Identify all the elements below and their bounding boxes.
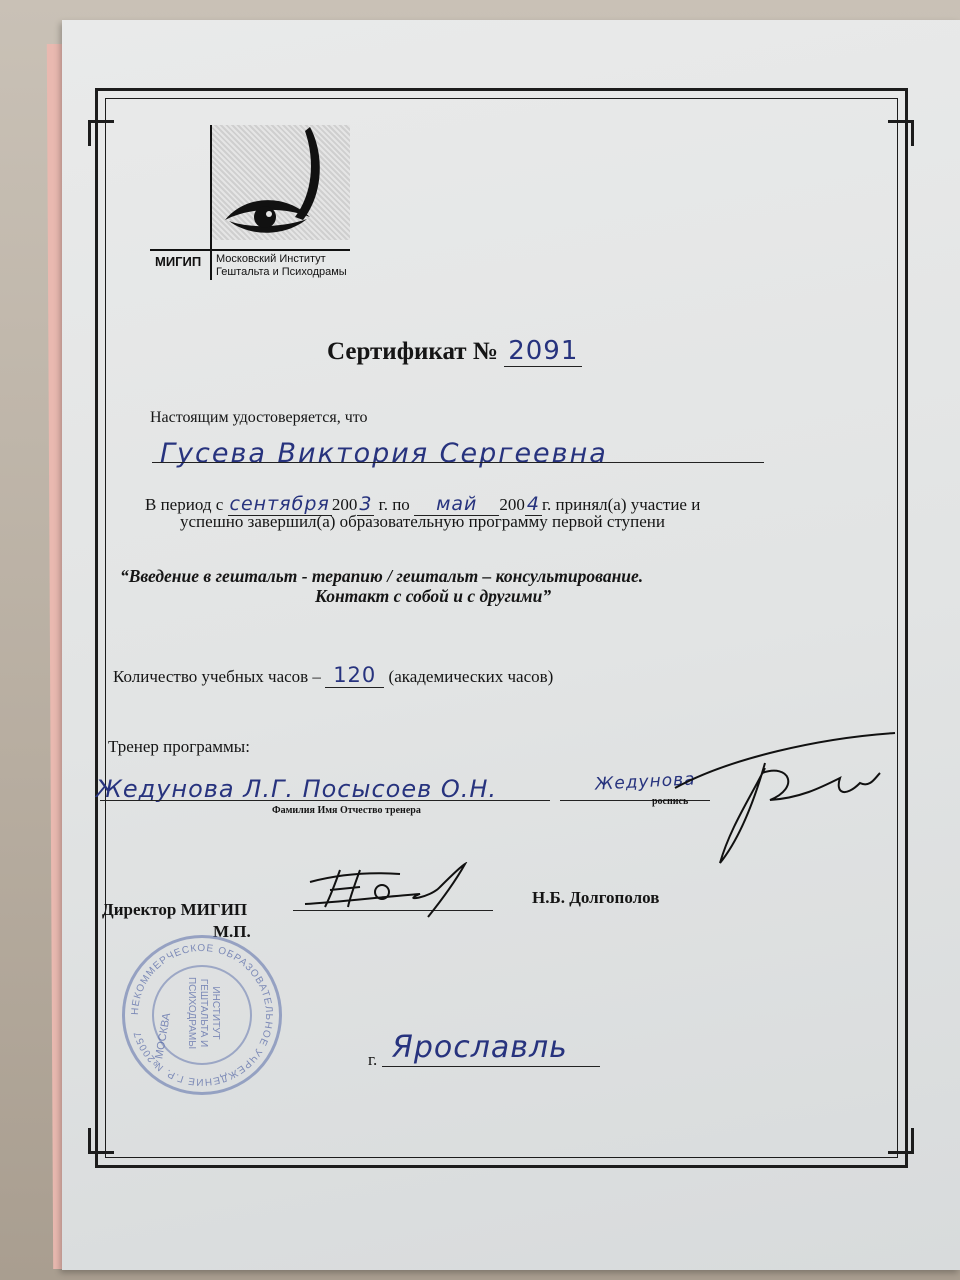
stamp-city: МОСКВА (153, 1012, 174, 1060)
period-g1: г. по (378, 495, 410, 514)
intro-text: Настоящим удостоверяется, что (150, 409, 368, 426)
logo-name-line-2: Гештальта и Психодрамы (216, 266, 347, 278)
certificate-title-label: Сертификат № (327, 338, 498, 365)
city-name: Ярославль (392, 1030, 568, 1065)
hours-label: Количество учебных часов – (113, 667, 321, 686)
frame-corner-ornament (888, 120, 914, 146)
recipient-name: Гусева Виктория Сергеевна (160, 438, 608, 469)
hours-value: 120 (325, 663, 384, 688)
logo-horizontal-line (150, 249, 350, 251)
frame-corner-ornament (88, 1128, 114, 1154)
recipient-name-line (152, 462, 764, 463)
period-to-year-prefix: 200 (499, 495, 525, 514)
eye-icon (215, 125, 345, 245)
program-title-line-1: “Введение в гештальт - терапию / гештальт – консультирование. (120, 566, 644, 586)
stamp-outer-text: НЕКОММЕРЧЕСКОЕ ОБРАЗОВАТЕЛЬНОЕ УЧРЕЖДЕНИЕ Г.Р. №20057 (129, 942, 275, 1088)
trainer-signature-caption: роспись (652, 796, 689, 807)
logo-name-line-1: Московский Институт (216, 253, 326, 265)
program-title-line-2: Контакт с собой и с другими” (315, 586, 552, 606)
trainer-signature-icon (670, 728, 900, 868)
hours-unit: (академических часов) (388, 667, 554, 686)
logo-abbreviation: МИГИП (155, 254, 202, 269)
director-label: Директор МИГИП (102, 900, 248, 919)
trainer-names-line (100, 800, 550, 801)
period-from-year-digit: 3 (359, 493, 373, 515)
director-signature-icon (300, 862, 475, 922)
period-to-month: май (414, 493, 499, 516)
period-line-2: успешно завершил(а) образовательную программу первой ступени (180, 512, 665, 531)
logo-vertical-line (210, 125, 212, 280)
trainer-signature-text: Жедунова (594, 769, 697, 795)
period-to-year-digit: 4 (526, 493, 540, 515)
frame-corner-ornament (888, 1128, 914, 1154)
certificate-title (327, 336, 582, 366)
period-from-month: сентября (229, 493, 330, 515)
certificate-number: 2091 (504, 336, 582, 367)
director-name: Н.Б. Долгополов (532, 888, 660, 907)
hours-line (113, 663, 553, 687)
frame-corner-ornament (88, 120, 114, 146)
city-prefix: г. (368, 1050, 378, 1069)
city-line (382, 1066, 600, 1067)
trainer-names: Жедунова Л.Г. Посысоев О.Н. (96, 775, 498, 803)
trainer-label: Тренер программы: (108, 737, 250, 756)
trainer-name-caption: Фамилия Имя Отчество тренера (272, 805, 421, 816)
mp-label: М.П. (213, 922, 251, 941)
period-suffix: г. принял(а) участие и (541, 495, 701, 514)
period-from-year-prefix: 200 (331, 495, 358, 514)
stamp-center-text: ИНСТИТУТ ГЕШТАЛЬТА И ПСИХОДРАМЫ (186, 976, 221, 1050)
period-prefix: В период с (145, 495, 224, 514)
